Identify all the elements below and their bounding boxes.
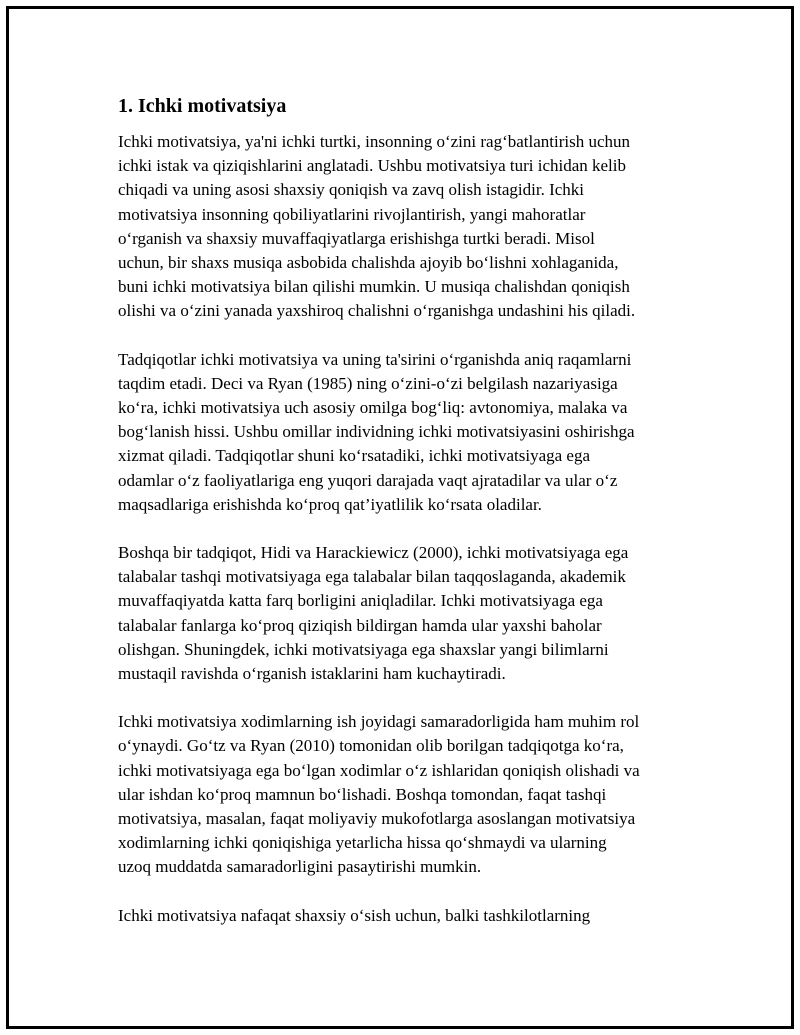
paragraph-5 [118,904,688,928]
text-line: ko‘ra, ichki motivatsiya uch asosiy omilga bog‘liq: avtonomiya, malaka va [118,398,628,418]
text-line: bog‘lanish hissi. Ushbu omillar individning ichki motivatsiyasini oshirishga [118,422,635,442]
section-heading: 1. Ichki motivatsiya [118,95,287,117]
text-line: Ichki motivatsiya nafaqat shaxsiy o‘sish uchun, balki tashkilotlarning [118,905,591,925]
text-line: ichki istak va qiziqishlarini anglatadi. Ushbu motivatsiya turi ichidan kelib [118,156,627,176]
text-line: uzoq muddatda samaradorligini pasaytirishi mumkin. [118,857,482,877]
text-line: olishgan. Shuningdek, ichki motivatsiyaga ega shaxslar yangi bilimlarni [118,639,609,659]
text-line: ichki motivatsiyaga ega bo‘lgan xodimlar o‘z ishlaridan qoniqish olishadi va [118,760,640,780]
paragraph-1 [118,130,688,324]
text-line: o‘ynaydi. Go‘tz va Ryan (2010) tomonidan olib borilgan tadqiqotga ko‘ra, [118,736,624,756]
text-line: xizmat qiladi. Tadqiqotlar shuni ko‘rsatadiki, ichki motivatsiyaga ega [118,446,591,466]
text-line: mustaqil ravishda o‘rganish istaklarini ham kuchaytiradi. [118,664,506,684]
text-line: maqsadlariga erishishda ko‘proq qat’iyatlilik ko‘rsata oladilar. [118,494,542,514]
text-line: talabalar fanlarga ko‘proq qiziqish bildirgan hamda ular yaxshi baholar [118,615,602,635]
text-line: motivatsiya, masalan, faqat moliyaviy mukofotlarga asoslangan motivatsiya [118,809,636,829]
document-body [118,94,688,952]
text-line: taqdim etadi. Deci va Ryan (1985) ning o‘zini-o‘zi belgilash nazariyasiga [118,373,618,393]
text-line: uchun, bir shaxs musiqa asbobida chalishda ajoyib bo‘lishni xohlaganida, [118,253,619,273]
text-line: Tadqiqotlar ichki motivatsiya va uning ta'sirini o‘rganishda aniq raqamlarni [118,349,632,369]
text-line: Ichki motivatsiya, ya'ni ichki turtki, insonning o‘zini rag‘batlantirish uchun [118,132,631,151]
text-line: o‘rganish va shaxsiy muvaffaqiyatlarga erishishga turtki beradi. Misol [118,228,595,248]
text-line: motivatsiya insonning qobiliyatlarini rivojlantirish, yangi mahoratlar [118,204,586,224]
text-line: odamlar o‘z faoliyatlariga eng yuqori darajada vaqt ajratadilar va ular o‘z [118,470,618,490]
paragraph-3 [118,541,688,686]
text-line: xodimlarning ichki qoniqishiga yetarlicha hissa qo‘shmaydi va ularning [118,833,607,853]
text-line: chiqadi va uning asosi shaxsiy qoniqish va zavq olish istagidir. Ichki [118,180,585,200]
text-line: talabalar tashqi motivatsiyaga ega talabalar bilan taqqoslaganda, akademik [118,567,626,587]
text-line: muvaffaqiyatda katta farq borligini aniqladilar. Ichki motivatsiyaga ega [118,591,603,611]
text-line: olishi va o‘zini yanada yaxshiroq chalishni o‘rganishga undashini his qiladi. [118,301,636,321]
text-line: ular ishdan ko‘proq mamnun bo‘lishadi. Boshqa tomondan, faqat tashqi [118,784,607,804]
text-line: Ichki motivatsiya xodimlarning ish joyidagi samaradorligida ham muhim rol [118,712,640,732]
paragraph-4 [118,710,688,879]
text-line: Boshqa bir tadqiqot, Hidi va Harackiewicz (2000), ichki motivatsiyaga ega [118,543,629,563]
paragraph-2 [118,348,688,517]
text-line: buni ichki motivatsiya bilan qilishi mumkin. U musiqa chalishdan qoniqish [118,277,630,297]
